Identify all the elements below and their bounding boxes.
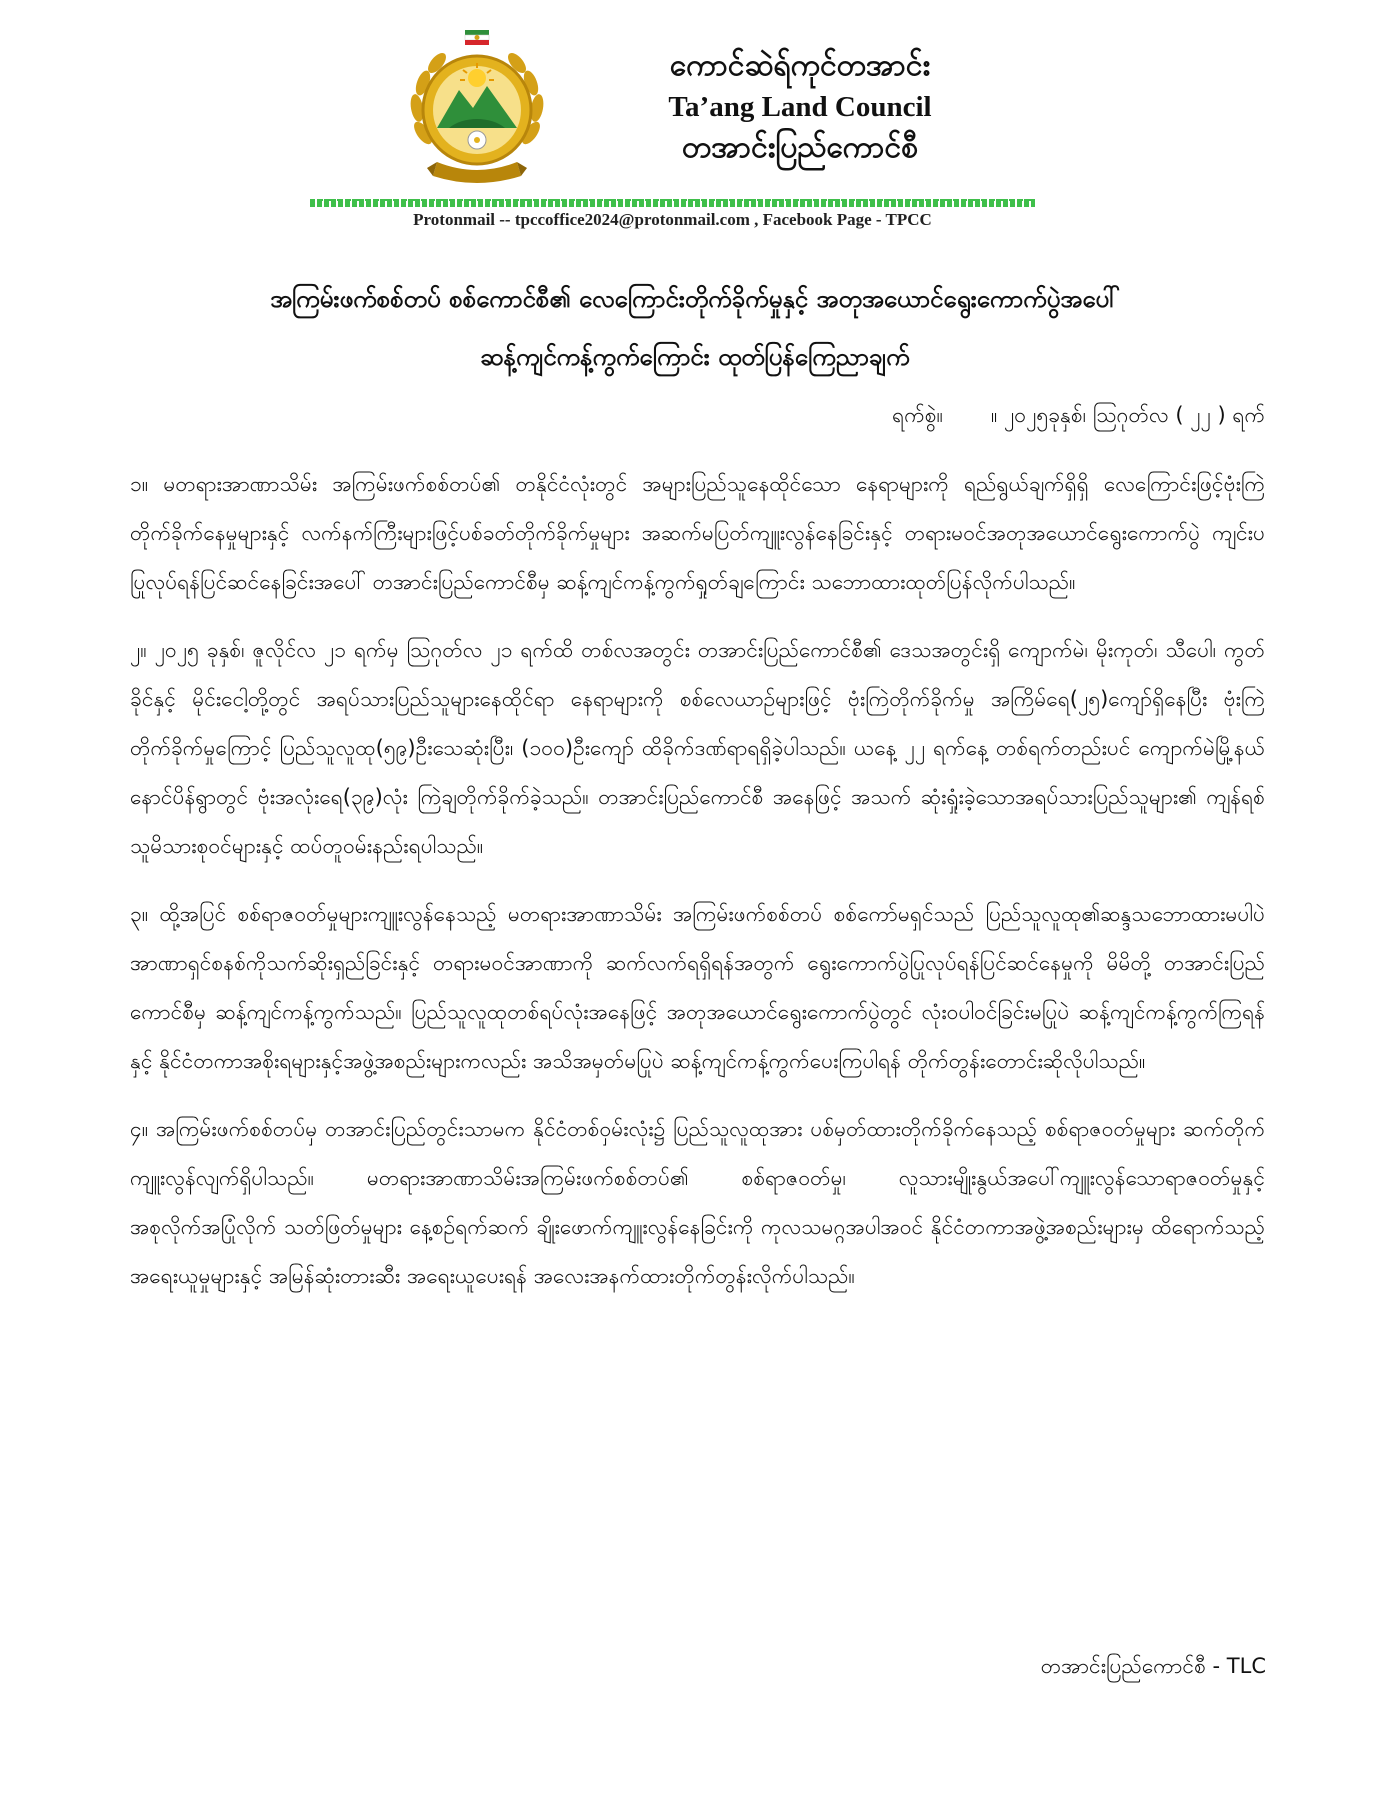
date-value: ။ ၂၀၂၅ခုနှစ်၊ ဩဂုတ်လ ( ၂၂ ) ရက် [990,403,1265,427]
organization-name-block [610,44,990,170]
date-label: ရက်စွဲ။ [892,403,943,427]
statement-body [130,460,1265,1320]
paragraph-1: ၁။ မတရားအာဏာသိမ်း အကြမ်းဖက်စစ်တပ်၏ တနိုင်ငံလုံးတွင် အများပြည်သူနေထိုင်သော နေရာများကို ရည်ရွယ်ချက်ရှိရှိ လေကြောင်းဖြင့်ဗုံးကြဲတိုက်ခိုက်နေမှုများနှင့် လက်နက်ကြီးများဖြင့်ပစ်ခတ်တိုက်ခိုက်မှုများ အဆက်မပြတ်ကျူးလွန်နေခြင်းနှင့် တရားမဝင်အတုအယောင်ရွေးကောက်ပွဲ ကျင်းပပြုလုပ်ရန်ပြင်ဆင်နေခြင်းအပေါ် တအာင်းပြည်ကောင်စီမှ ဆန့်ကျင်ကန့်ကွက်ရှုတ်ချကြောင်း သဘောထားထုတ်ပြန်လိုက်ပါသည်။ [130,472,1265,594]
signature: တအာင်းပြည်ကောင်စီ - TLC [1040,1654,1266,1678]
letterhead-divider [310,199,1035,207]
statement-title [120,270,1270,386]
contact-line: Protonmail -- tpccoffice2024@protonmail.com , Facebook Page - TPCC [413,210,932,229]
org-name-english: Ta’ang Land Council [668,91,932,123]
org-name-myanmar: ကောင်ဆဲရ်ကုင်တအာင်း [669,48,931,83]
date-line [130,395,1265,435]
title-line-1: အကြမ်းဖက်စစ်တပ် စစ်ကောင်စီ၏ လေကြောင်းတိုက်ခိုက်မှုနှင့် အတုအယောင်ရွေးကောက်ပွဲအပေါ် [270,285,1120,313]
paragraph-2: ၂။ ၂၀၂၅ ခုနှစ်၊ ဇူလိုင်လ ၂၁ ရက်မှ ဩဂုတ်လ ၂၁ ရက်ထိ တစ်လအတွင်း တအာင်းပြည်ကောင်စီ၏ ဒေသအတွင်းရှိ ကျောက်မဲ၊ မိုးကုတ်၊ သီပေါ၊ ကွတ်ခိုင်နှင့် မိုင်းငေါ့တို့တွင် အရပ်သားပြည်သူများနေထိုင်ရာ နေရာများကို စစ်လေယာဉ်များဖြင့် ဗုံးကြဲတိုက်ခိုက်မှု အကြိမ်ရေ(၂၅)ကျော်ရှိနေပြီး ဗုံးကြဲတိုက်ခိုက်မှုကြောင့် ပြည်သူလူထု(၅၉)ဦးသေဆုံးပြီး၊ (၁၀၀)ဦးကျော် ထိခိုက်ဒဏ်ရာရရှိခဲ့ပါသည်။ ယနေ့ ၂၂ ရက်နေ့ တစ်ရက်တည်းပင် ကျောက်မဲမြို့နယ် နောင်ပိန်ရွာတွင် ဗုံးအလုံးရေ(၃၉)လုံး ကြဲချတိုက်ခိုက်ခဲ့သည်။ တအာင်းပြည်ကောင်စီ အနေဖြင့် အသက် ဆုံးရှုံးခဲ့သောအရပ်သားပြည်သူများ၏ ကျန်ရစ်သူမိသားစုဝင်များနှင့် ထပ်တူဝမ်းနည်းရပါသည်။ [130,638,1265,858]
ta-ang-land-council-emblem-icon [403,28,551,188]
paragraph-4: ၄။ အကြမ်းဖက်စစ်တပ်မှ တအာင်းပြည်တွင်းသာမက နိုင်ငံတစ်ဝှမ်းလုံး၌ ပြည်သူလူထုအား ပစ်မှတ်ထားတိုက်ခိုက်နေသည့် စစ်ရာဇဝတ်မှုများ ဆက်တိုက်ကျူးလွန်လျက်ရှိပါသည်။ မတရားအာဏာသိမ်းအကြမ်းဖက်စစ်တပ်၏ စစ်ရာဇဝတ်မှု၊ လူသားမျိုးနွယ်အပေါ်ကျူးလွန်သောရာဇဝတ်မှုနှင့် အစုလိုက်အပြုံလိုက် သတ်ဖြတ်မှုများ နေ့စဉ်ရက်ဆက် ချိုးဖောက်ကျူးလွန်နေခြင်းကို ကုလသမဂ္ဂအပါအဝင် နိုင်ငံတကာအဖွဲ့အစည်းများမှ ထိရောက်သည့်အရေးယူမှုများနှင့် အမြန်ဆုံးတားဆီး အရေးယူပေးရန် အလေးအနက်ထားတိုက်တွန်းလိုက်ပါသည်။ [130,1117,1265,1288]
org-subtitle-myanmar: တအာင်းပြည်ကောင်စီ [682,130,918,165]
title-line-2: ဆန့်ကျင်ကန့်ကွက်ကြောင်း ထုတ်ပြန်ကြေညာချက် [480,343,910,371]
letterhead [0,0,1391,240]
paragraph-3: ၃။ ထို့အပြင် စစ်ရာဇဝတ်မှုများကျူးလွန်နေသည့် မတရားအာဏာသိမ်း အကြမ်းဖက်စစ်တပ် စစ်ကော်မရှင်သည် ပြည်သူလူထု၏ဆန္ဒသဘောထားမပါပဲ အာဏာရှင်စနစ်ကိုသက်ဆိုးရှည်ခြင်းနှင့် တရားမဝင်အာဏာကို ဆက်လက်ရရှိရန်အတွက် ရွေးကောက်ပွဲပြုလုပ်ရန်ပြင်ဆင်နေမှုကို မိမိတို့ တအာင်းပြည်ကောင်စီမှ ဆန့်ကျင်ကန့်ကွက်သည်။ ပြည်သူလူထုတစ်ရပ်လုံးအနေဖြင့် အတုအယောင်ရွေးကောက်ပွဲတွင် လုံးဝပါဝင်ခြင်းမပြုပဲ ဆန့်ကျင်ကန့်ကွက်ကြရန်နှင့် နိုင်ငံတကာအစိုးရများနှင့်အဖွဲ့အစည်းများကလည်း အသိအမှတ်မပြုပဲ ဆန့်ကျင်ကန့်ကွက်ပေးကြပါရန် တိုက်တွန်းတောင်းဆိုလိုပါသည်။ [130,902,1265,1073]
